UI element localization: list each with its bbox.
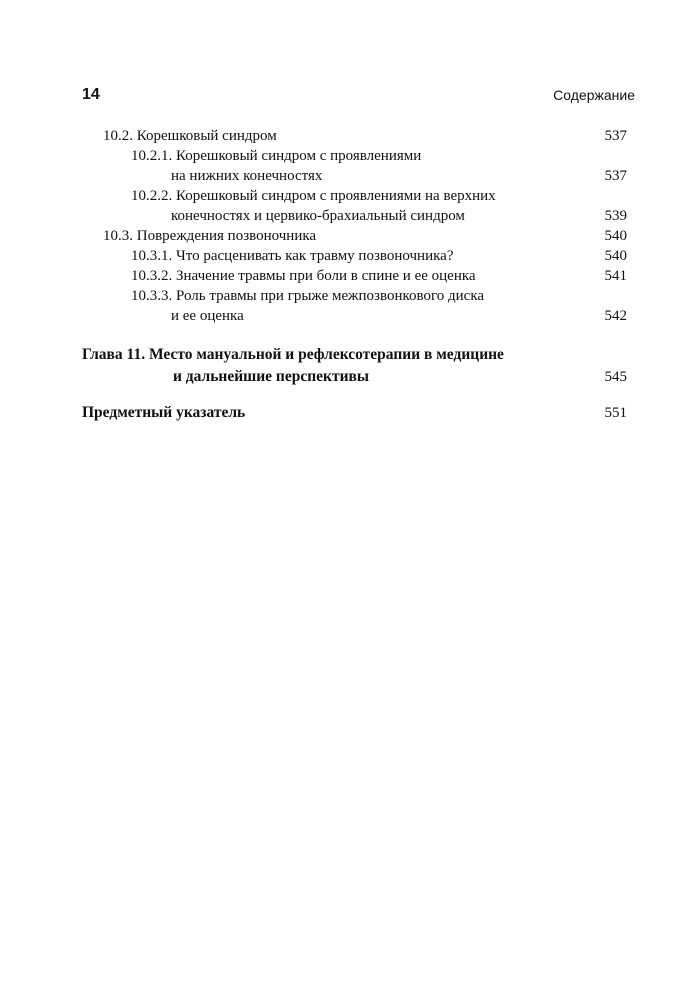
toc-entry-title-continuation: на нижних конечностях <box>171 168 323 184</box>
toc-entry-title: 10.3.1. Что расценивать как травму позвоночника? <box>131 248 454 264</box>
toc-entry-10-2-2[interactable] <box>82 186 627 226</box>
toc-entry-title: 10.3.2. Значение травмы при боли в спине и ее оценка <box>131 268 476 284</box>
toc-entry-page: 541 <box>604 268 627 284</box>
toc-entry-10-3-1[interactable] <box>82 246 627 266</box>
toc-entry-page: 551 <box>604 405 627 421</box>
toc-entry-title-continuation: конечностях и цервико-брахиальный синдром <box>171 208 465 224</box>
toc-entry-title-continuation: и дальнейшие перспективы <box>173 368 370 385</box>
spacer <box>82 388 627 402</box>
table-of-contents <box>82 126 627 424</box>
toc-entry-page: 540 <box>604 248 627 264</box>
toc-entry-10-2[interactable] <box>82 126 627 146</box>
toc-entry-page: 539 <box>604 208 627 224</box>
toc-entry-10-2-1[interactable] <box>82 146 627 186</box>
running-title: Содержание <box>553 87 635 103</box>
toc-entry-10-3-2[interactable] <box>82 266 627 286</box>
toc-entry-chapter-11[interactable] <box>82 344 627 388</box>
toc-entry-title-continuation: и ее оценка <box>171 308 244 324</box>
toc-entry-page: 540 <box>604 228 627 244</box>
page-number: 14 <box>82 86 100 103</box>
page-header <box>82 86 635 110</box>
toc-entry-title: Предметный указатель <box>82 404 246 421</box>
spacer <box>82 326 627 344</box>
toc-entry-page: 545 <box>604 369 627 385</box>
toc-entry-title: 10.3.3. Роль травмы при грыже межпозвонкового диска <box>131 288 485 304</box>
toc-entry-10-3-3[interactable] <box>82 286 627 326</box>
toc-entry-10-3[interactable] <box>82 226 627 246</box>
toc-entry-title: 10.3. Повреждения позвоночника <box>103 228 317 244</box>
toc-entry-title: 10.2.1. Корешковый синдром с проявлениями <box>131 148 422 164</box>
toc-entry-title: 10.2. Корешковый синдром <box>103 128 277 144</box>
toc-entry-title: Глава 11. Место мануальной и рефлексотерапии в медицине <box>82 346 504 363</box>
toc-entry-title: 10.2.2. Корешковый синдром с проявлениями на верхних <box>131 188 496 204</box>
toc-entry-page: 542 <box>604 308 627 324</box>
toc-entry-page: 537 <box>604 128 627 144</box>
toc-entry-subject-index[interactable] <box>82 402 627 424</box>
toc-entry-page: 537 <box>604 168 627 184</box>
